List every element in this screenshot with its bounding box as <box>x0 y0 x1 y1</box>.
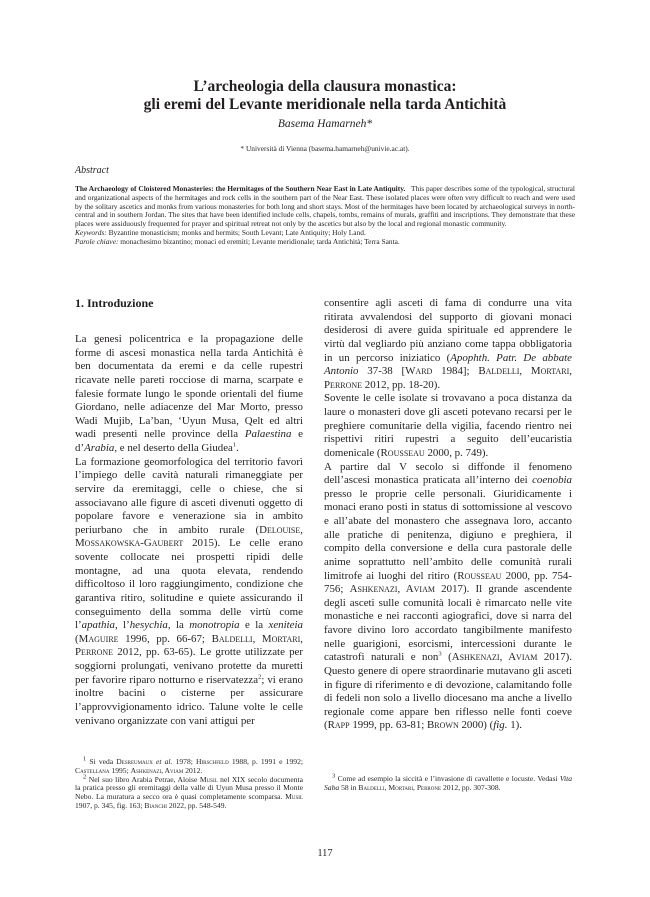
citation: Ashkenazi, Aviam <box>451 651 538 664</box>
paragraph-2: La formazione geomorfologica del territorio favorì l’impiego delle cavità naturali rimaneggiate per servire da eremitaggi, celle o chiese, che si associavano alle figure di asceti divenuti oggetto di popolare favore e venerazione sia in ambito periurbano che in ambito rurale (Delouise, Mossakowska-Gaubert 2015). Le celle erano sovente collocate nei prospetti ripidi delle montagne, ad una quota elevata, rendendo difficoltoso il loro raggiungimento, condizione che garantiva ritiro, solitudine e quiete assicurando il conseguimento della somma delle virtù come l’apathia, l’hesychia, la monotropia e la xeniteia (Maguire 1996, pp. 66-67; Baldelli, Mortari, Perrone 2012, pp. 63-65). Le grotte utilizzate per soggiorni prolungati, venivano protette da muretti per favorire riparo notturno e riservatezza$^2$; vi erano inoltre bacini o cisterne per assicurare l’approvvigionamento idrico. Talune volte le celle venivano organizzate con vani attigui per <box>75 455 303 727</box>
footnote-1: $^1$ Si veda Desreumaux et al. 1978; Hirschfeld 1988, p. 1991 e 1992; Castellana 1995; Ashkenazi, Aviam 2012. <box>75 755 303 775</box>
abstract-english-body: This paper describes some of the typological, structural and organizational aspects of the hermitages and rock cells in the southern part of the Near East. These isolated places were often very difficult to reach and were used by the solitary ascetics and monks from various monasteries for both long and short stays. Most of the hermitages have been located by archaeological surveys in north-central and in southern Jordan. The sites that have been identified include cells, chapels, tombs, remains of murals, graffiti and inscriptions. They demonstrate that these places were assiduously frequented for prayer and spiritual retreat not only by the ascetics but also by the local and regional monastic community. <box>75 184 575 228</box>
citation: Baldelli, Mortari, Perrone <box>324 365 572 391</box>
abstract-english-title: The Archaeology of Cloistered Monasteries: the Hermitages of the Southern Near East in Late Antiquity. <box>75 184 406 193</box>
citation: Ward <box>405 365 433 378</box>
paragraph-4: Sovente le celle isolate si trovavano a poca distanza da laure o monasteri dove gli asceti potevano recarsi per le preghiere comunitarie della vigilia, facendo rientro nei rispettivi ritiri rupestri a seguito dell’eucaristia domenicale (Rousseau 2000, p. 749). <box>324 392 572 459</box>
author-affiliation: * Università di Vienna (basema.hamarneh@univie.ac.at). <box>240 144 410 153</box>
abstract-text <box>75 185 575 229</box>
footnote-ref-2[interactable]: 2 <box>258 673 262 680</box>
citation: Ashkenazi, Aviam <box>349 583 435 596</box>
footnotes-left <box>75 755 303 811</box>
title-block <box>0 78 650 131</box>
keywords-text: Byzantine monasticism; monks and hermits; South Levant; Late Antiquity; Holy Land. <box>108 227 366 237</box>
figure-reference[interactable]: fig. <box>493 719 508 732</box>
citation: Brown <box>427 719 459 732</box>
citation: Rousseau <box>380 446 425 459</box>
paragraph-5: A partire dal V secolo si diffonde il fenomeno dell’ascesi monastica praticata all’interno dei coenobia presso le proprie celle personali. Giuridicamente i monaci erano posti in status di sottomissione al vescovo e all’abate del monastero che assegnava loro, accanto alle pratiche di penitenza, digiuno e preghiera, il compito della conversione e della cura pastorale delle anime soprattutto nell’ambito delle comunità rurali limitrofe ai luoghi del ritiro (Rousseau 2000, pp. 754-756; Ashkenazi, Aviam 2017). Il grande ascendente degli asceti sulle comunità locali è rimarcato nelle vite monastiche e nei racconti agiografici, dove si narra del favore divino loro accordato tangibilmente manifesto nelle guarigioni, esorcismi, intercessioni durante le catastrofi naturali e non$^3$ (Ashkenazi, Aviam 2017). Questo genere di opere straordinarie mutavano gli asceti in figure di riferimento e di devozione, calamitando folle di fedeli non solo a livello diocesano ma anche a livello regionale come appare ben riflesso nelle fonti coeve (Rapp 1999, pp. 63-81; Brown 2000) (fig. 1). <box>324 460 572 732</box>
keywords-label: Keywords: <box>75 227 107 237</box>
paragraph-1: La genesi policentrica e la propagazione delle forme di ascesi monastica nella tarda Antichità è ben documentata da eremi e da celle rupestri ricavate nelle pareti rocciose di marna, scarpate e falesie formate lungo le sponde orientali del fiume Giordano, nelle adiacenze del Mar Morto, presso Wadi Mujib, La’ban, ‘Uyun Musa, Qelt ed altri wadi presenti nelle province della Palaestina e d’Arabia, e nel deserto della Giudea$^1$. <box>75 333 303 454</box>
author-name: Basema Hamarneh* <box>277 118 373 130</box>
citation: Rapp <box>327 719 350 732</box>
parole-chiave-text: monachesimo bizantino; monaci ed eremiti; Levante meridionale; tarda Antichità; Terra Santa. <box>120 236 400 246</box>
parole-chiave-line <box>75 238 575 247</box>
footnote-3: $^3$ Come ad esempio la siccità e l’invasione di cavallette e locuste. Vedasi Vita Saba 58 in Baldelli, Mortari, Perrone 2012, pp. 307-308. <box>324 772 572 792</box>
citation: Rousseau <box>457 569 502 582</box>
paragraph-3: consentire agli asceti di fama di condurre una vita ritirata avvalendosi del supporto di giovani monaci desiderosi di avere guida spirituale ed apprendere le virtù dal vegliardo più anziano come tappa obbligatoria in un percorso iniziatico (Apophth. Patr. De abbate Antonio 37-38 [Ward 1984]; Baldelli, Mortari, Perrone 2012, pp. 18-20). <box>324 297 572 391</box>
footnotes-right <box>324 772 572 793</box>
footnote-ref-3[interactable]: 3 <box>438 650 442 658</box>
footnote-2: $^2$ Nel suo libro Arabia Petrae, Aloise Musil nel XIX secolo documenta la pratica presso gli eremitaggi della valle di Uyun Musa presso il Monte Nebo. La muratura a secco ora è quasi completamente scomparsa. Musil 1907, p. 345, fig. 163; Bianchi 2022, pp. 548-549. <box>75 772 303 810</box>
citation: Delouise, Mossakowska-Gaubert <box>75 523 303 550</box>
footnote-ref-1[interactable]: 1 <box>232 441 237 449</box>
article-title-line-2: gli eremi del Levante meridionale nella tarda Antichità <box>143 96 507 113</box>
citation: Baldelli, Mortari, Perrone <box>75 632 303 659</box>
article-title-line-1: L’archeologia della clausura monastica: <box>193 78 457 95</box>
abstract-section <box>75 165 575 246</box>
left-text-column <box>75 296 303 728</box>
citation: Maguire <box>78 632 119 645</box>
section-heading: 1. Introduzione <box>75 296 154 310</box>
page-number: 117 <box>317 848 333 859</box>
right-text-column <box>324 297 572 733</box>
parole-chiave-label: Parole chiave: <box>75 236 119 246</box>
abstract-heading: Abstract <box>75 165 109 176</box>
